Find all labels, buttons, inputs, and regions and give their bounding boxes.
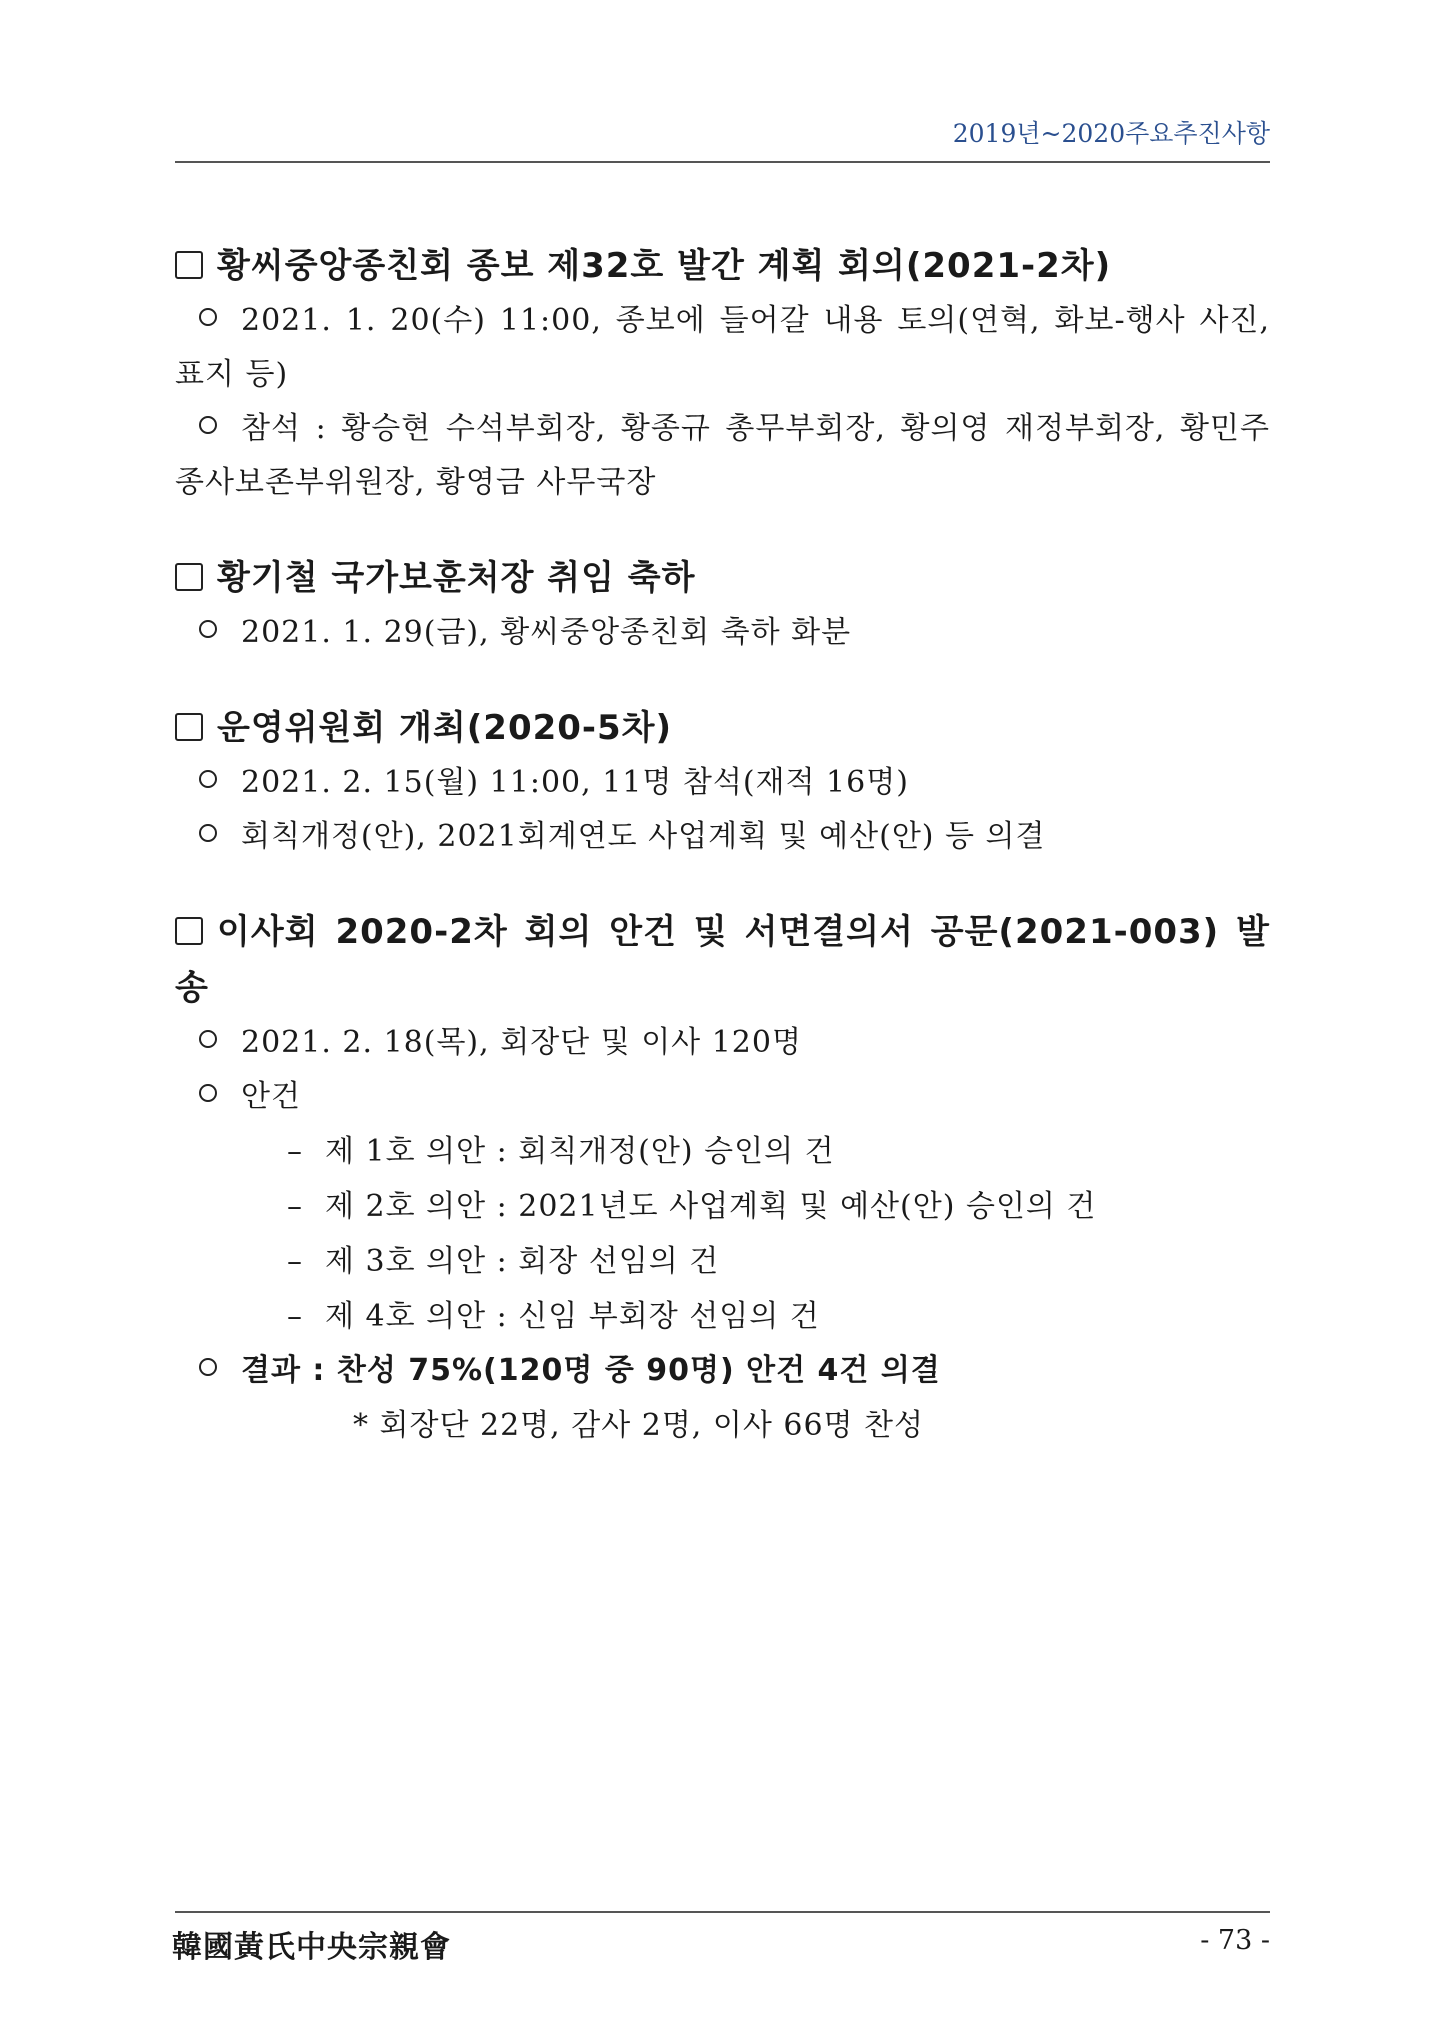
checkbox-square-icon xyxy=(175,713,203,741)
agenda-item xyxy=(175,1124,1270,1179)
list-item-text: 회칙개정(안), 2021회계연도 사업계획 및 예산(안) 등 의결 xyxy=(241,819,1046,854)
agenda-item-text: 제 2호 의안 : 2021년도 사업계획 및 예산(안) 승인의 건 xyxy=(325,1189,1097,1224)
result-item xyxy=(175,1344,1270,1398)
result-text: 결과 : 찬성 75%(120명 중 90명) 안건 4건 의결 xyxy=(241,1353,941,1388)
dash-bullet: – xyxy=(287,1299,303,1334)
agenda-item xyxy=(175,1234,1270,1289)
circle-bullet-icon xyxy=(199,620,217,638)
organization-name: 韓國黃氏中央宗親會 xyxy=(172,1930,451,1965)
section-steering-committee xyxy=(175,700,1270,864)
section-title xyxy=(175,904,1270,1016)
circle-bullet-icon xyxy=(199,1030,217,1048)
circle-bullet-icon xyxy=(199,1358,217,1376)
circle-bullet-icon xyxy=(199,770,217,788)
section-newsletter-meeting xyxy=(175,238,1270,510)
agenda-item xyxy=(175,1179,1270,1234)
circle-bullet-icon xyxy=(199,416,217,434)
section-title-text: 황기철 국가보훈처장 취임 축하 xyxy=(217,558,696,598)
section-board-meeting xyxy=(175,904,1270,1453)
list-item xyxy=(175,756,1270,810)
section-congratulation xyxy=(175,550,1270,660)
dash-bullet: – xyxy=(287,1244,303,1279)
list-item-text: 2021. 1. 29(금), 황씨중앙종친회 축하 화분 xyxy=(241,615,852,650)
list-item xyxy=(175,810,1270,864)
checkbox-square-icon xyxy=(175,251,203,279)
dash-bullet: – xyxy=(287,1134,303,1169)
section-title-text: 이사회 2020-2차 회의 안건 및 서면결의서 공문(2021-003) 발송 xyxy=(175,912,1270,1008)
footer-divider xyxy=(175,1911,1270,1913)
agenda-item-text: 제 3호 의안 : 회장 선임의 건 xyxy=(325,1244,720,1279)
page-number: - 73 - xyxy=(1200,1925,1270,1956)
list-item-text: 2021. 1. 20(수) 11:00, 종보에 들어갈 내용 토의(연혁, 화보-행사 사진, 표지 등) xyxy=(175,303,1270,392)
header-divider xyxy=(175,161,1270,163)
list-item-text: 2021. 2. 15(월) 11:00, 11명 참석(재적 16명) xyxy=(241,765,909,800)
section-title xyxy=(175,700,1270,756)
circle-bullet-icon xyxy=(199,1084,217,1102)
agenda-item-text: 제 1호 의안 : 회칙개정(안) 승인의 건 xyxy=(325,1134,835,1169)
list-item-text: 안건 xyxy=(241,1079,301,1114)
list-item-text: 참석 : 황승현 수석부회장, 황종규 총무부회장, 황의영 재정부회장, 황민주 종사보존부위원장, 황영금 사무국장 xyxy=(175,411,1270,500)
document-body xyxy=(175,238,1270,1493)
checkbox-square-icon xyxy=(175,563,203,591)
page-header-title: 2019년~2020주요추진사항 xyxy=(952,119,1270,148)
dash-bullet: – xyxy=(287,1189,303,1224)
section-title xyxy=(175,550,1270,606)
section-title-text: 황씨중앙종친회 종보 제32호 발간 계획 회의(2021-2차) xyxy=(217,246,1112,286)
checkbox-square-icon xyxy=(175,917,203,945)
agenda-item xyxy=(175,1289,1270,1344)
section-title xyxy=(175,238,1270,294)
list-item xyxy=(175,1016,1270,1070)
circle-bullet-icon xyxy=(199,308,217,326)
list-item-text: 2021. 2. 18(목), 회장단 및 이사 120명 xyxy=(241,1025,802,1060)
circle-bullet-icon xyxy=(199,824,217,842)
list-item xyxy=(175,1070,1270,1124)
result-note: * 회장단 22명, 감사 2명, 이사 66명 찬성 xyxy=(353,1408,925,1443)
list-item xyxy=(175,606,1270,660)
list-item xyxy=(175,294,1270,402)
list-item xyxy=(175,402,1270,510)
section-title-text: 운영위원회 개최(2020-5차) xyxy=(217,708,673,748)
agenda-item-text: 제 4호 의안 : 신임 부회장 선임의 건 xyxy=(325,1299,820,1334)
